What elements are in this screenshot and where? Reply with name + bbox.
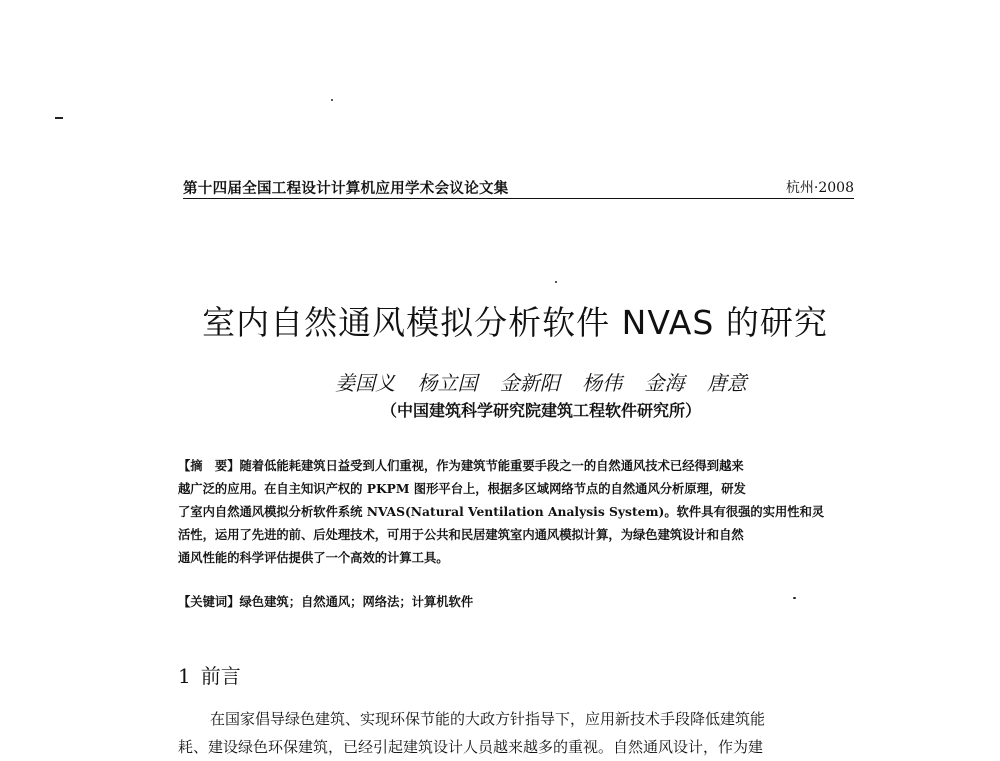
author-name: 金新阳 <box>499 371 560 395</box>
location-year: 杭州·2008 <box>785 180 854 196</box>
abstract-text: 随着低能耗建筑日益受到人们重视，作为建筑节能重要手段之一的自然通风技术已经得到越来 <box>239 458 744 473</box>
author-name: 唐意 <box>706 371 747 395</box>
scan-speck <box>331 99 333 101</box>
proceedings-title: 第十四届全国工程设计计算机应用学术会议论文集 <box>183 180 509 197</box>
body-paragraph <box>178 705 858 761</box>
abstract-line: 越广泛的应用。在自主知识产权的 PKPM 图形平台上，根据多区域网络节点的自然通风分析原理，研发 <box>178 481 746 496</box>
scan-speck <box>55 117 63 119</box>
keywords <box>178 592 473 610</box>
keywords-label: 【关键词】 <box>178 594 240 609</box>
section-title: 前言 <box>200 664 241 688</box>
scan-speck <box>555 281 557 283</box>
paper-title: 室内自然通风模拟分析软件 NVAS 的研究 <box>202 303 828 342</box>
abstract-line: 通风性能的科学评估提供了一个高效的计算工具。 <box>178 550 449 565</box>
author-name: 杨伟 <box>582 371 623 395</box>
author-name: 金海 <box>644 371 685 395</box>
abstract-line <box>178 454 858 477</box>
body-line: 耗、建设绿色环保建筑，已经引起建筑设计人员越来越多的重视。自然通风设计，作为建 <box>178 738 764 756</box>
section-heading <box>178 660 241 689</box>
abstract-line: 了室内自然通风模拟分析软件系统 NVAS(Natural Ventilation Analysis System)。软件具有很强的实用性和灵 <box>178 504 825 519</box>
keywords-text: 绿色建筑；自然通风；网络法；计算机软件 <box>239 594 474 609</box>
section-number: 1 <box>178 664 191 688</box>
author-list <box>0 367 1000 396</box>
abstract-line: 活性，运用了先进的前、后处理技术，可用于公共和民居建筑室内通风模拟计算，为绿色建筑设计和自然 <box>178 527 744 542</box>
body-line: 在国家倡导绿色建筑、实现环保节能的大政方针指导下，应用新技术手段降低建筑能 <box>210 710 766 728</box>
scan-speck <box>793 597 796 599</box>
author-name: 杨立国 <box>417 371 478 395</box>
abstract-label: 【摘 要】 <box>178 458 240 473</box>
author-name: 姜国义 <box>335 371 396 395</box>
affiliation: （中国建筑科学研究院建筑工程软件研究所） <box>380 401 701 420</box>
abstract <box>178 454 858 569</box>
running-header <box>183 176 854 199</box>
